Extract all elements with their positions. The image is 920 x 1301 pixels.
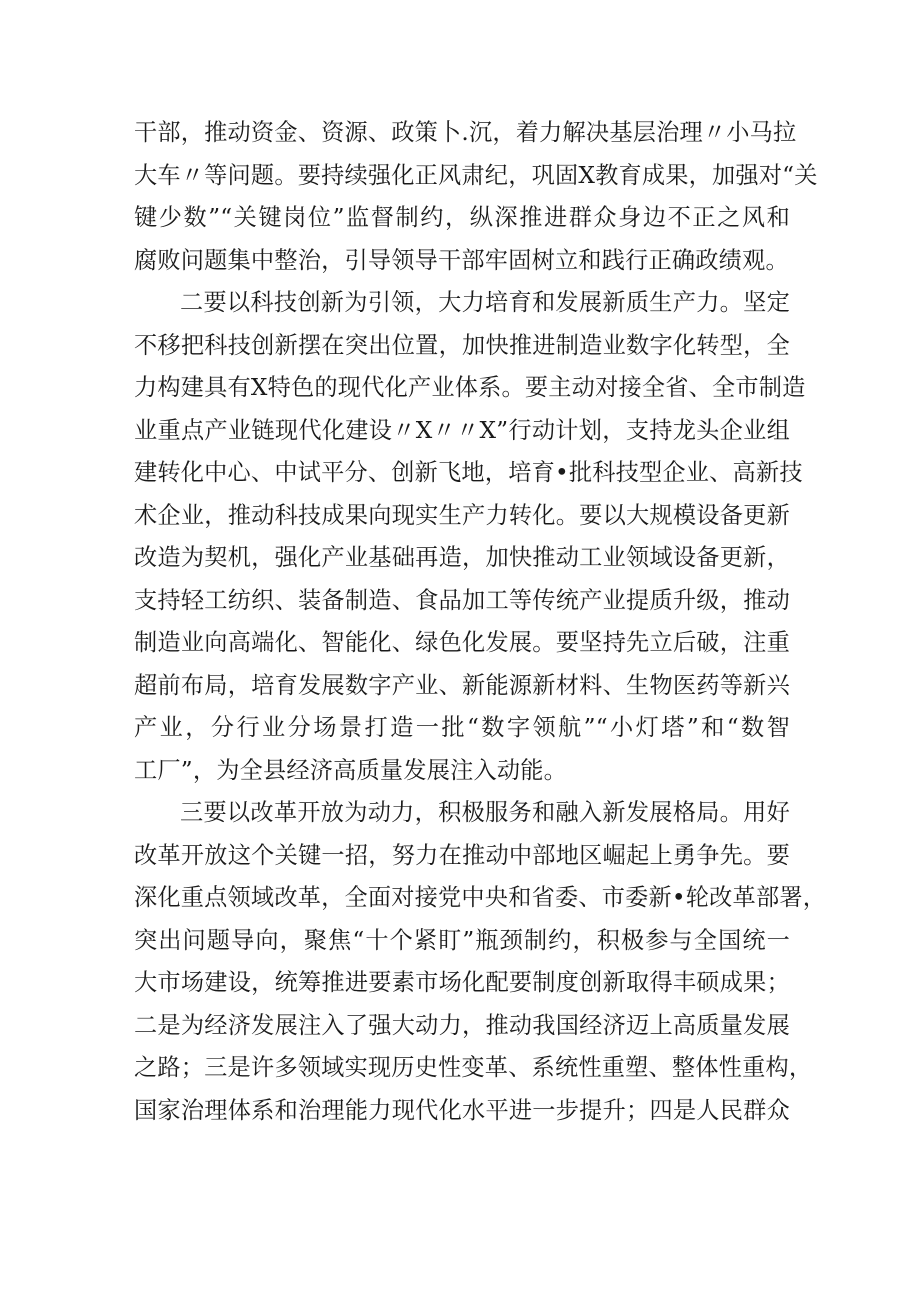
text-line: 大车〃等问题。要持续强化正风肃纪，巩固X教育成果，加强对“关 xyxy=(134,161,818,189)
text-line: 制造业向高端化、智能化、绿色化发展。要坚持先立后破，注重 xyxy=(134,629,790,656)
text-line: 改革开放这个关键一招，努力在推动中部地区崛起上勇争先。要 xyxy=(134,841,790,869)
text-line: 超前布局，培育发展数字产业、新能源新材料、生物医药等新兴 xyxy=(134,671,790,699)
text-line: 之路；三是许多领域实现历史性变革、系统性重塑、整体性重构， xyxy=(134,1054,813,1081)
text-line: 二要以科技创新为引领，大力培育和发展新质生产力。坚定 xyxy=(180,289,790,316)
text-line: 键少数”“关键岗位”监督制约，纵深推进群众身边不正之风和 xyxy=(134,204,790,231)
document-body xyxy=(134,112,827,1132)
text-line: 改造为契机，强化产业基础再造，加快推动工业领域设备更新， xyxy=(134,544,790,571)
paragraph-2 xyxy=(134,282,806,792)
text-line: 建转化中心、中试平分、创新飞地，培育•批科技型企业、高新技 xyxy=(134,459,803,486)
text-line: 业重点产业链现代化建设〃X〃〃X”行动计划，支持龙头企业组 xyxy=(134,416,790,444)
text-line: 深化重点领域改革，全面对接党中央和省委、市委新•轮改革部署， xyxy=(134,884,827,911)
text-line: 二是为经济发展注入了强大动力，推动我国经济迈上高质量发展 xyxy=(134,1011,790,1039)
text-line: 工厂”，为全县经济高质量发展注入动能。 xyxy=(134,756,568,784)
text-line: 大市场建设，统筹推进要素市场化配要制度创新取得丰硕成果； xyxy=(134,969,790,996)
text-line: 国家治理体系和治理能力现代化水平进一步提升；四是人民群众 xyxy=(134,1096,790,1124)
text-line: 三要以改革开放为动力，积极服务和融入新发展格局。用好 xyxy=(180,799,790,826)
text-line: 术企业，推动科技成果向现实生产力转化。要以大规模设备更新 xyxy=(134,501,790,529)
paragraph-3 xyxy=(134,792,827,1132)
text-line: 支持轻工纺织、装备制造、食品加工等传统产业提质升级，推动 xyxy=(134,586,790,614)
text-line: 力构建具有X特色的现代化产业体系。要主动对接全省、全市制造 xyxy=(134,374,806,401)
text-line: 腐败问题集中整治，引导领导干部牢固树立和践行正确政绩观。 xyxy=(134,246,789,274)
paragraph-1 xyxy=(134,112,818,282)
text-line: 产业，分行业分场景打造一批“数字领航”“小灯塔”和“数智 xyxy=(134,714,790,741)
text-line: 不移把科技创新摆在突出位置，加快推进制造业数字化转型，全 xyxy=(134,331,790,359)
text-line: 突出问题导向，聚焦“十个紧盯”瓶颈制约，积极参与全国统一 xyxy=(134,926,790,954)
text-line: 干部，推动资金、资源、政策卜.沉，着力解决基层治理〃小马拉 xyxy=(134,119,797,146)
